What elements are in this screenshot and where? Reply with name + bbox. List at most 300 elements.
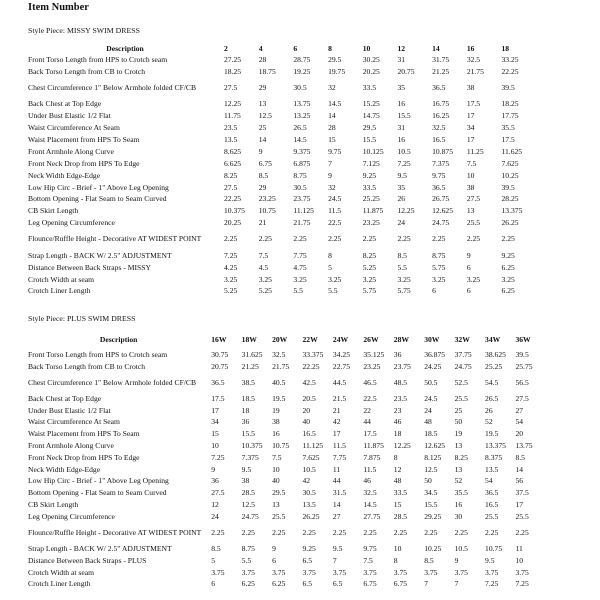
header-row (27, 43, 535, 54)
measurement-value: 9 (454, 555, 459, 565)
measurement-description: Back Chest at Top Edge (28, 99, 102, 109)
measurement-description: Crotch Width at seam (28, 567, 94, 577)
measurement-value: 6 (432, 286, 436, 296)
measurement-value: 26.25 (501, 218, 519, 228)
measurement-value: 17.5 (501, 135, 515, 144)
measurement-value: 9.25 (362, 170, 377, 180)
measurement-value: 21.25 (241, 361, 259, 371)
measurement-value: 31 (397, 123, 406, 133)
measurement-value: 12 (393, 464, 402, 474)
size-header: 14 (432, 43, 440, 53)
measurement-value: 24 (424, 405, 432, 415)
measurement-value: 24.75 (454, 361, 472, 371)
measurement-value: 16.5 (302, 429, 316, 439)
table-row (27, 274, 535, 286)
measurement-value: 13 (454, 441, 463, 451)
measurement-value: 5.5 (241, 555, 252, 565)
size-header: 4 (258, 43, 263, 53)
measurement-value: 3.75 (272, 567, 286, 577)
measurement-value: 36.5 (432, 182, 446, 192)
table-row (27, 194, 535, 206)
measurement-value: 3.25 (224, 274, 238, 284)
measurement-value: 11.5 (363, 464, 377, 474)
measurement-value: 36 (393, 349, 402, 359)
measurement-value: 39.5 (515, 349, 529, 359)
table-row (27, 567, 545, 579)
measurement-description: Front Armhole Along Curve (28, 441, 114, 451)
measurement-value: 2.25 (485, 527, 499, 537)
measurement-value: 7.125 (362, 158, 380, 168)
measurement-value: 12.25 (224, 99, 242, 109)
measurement-value: 11.625 (501, 146, 523, 156)
measurement-value: 23.5 (224, 123, 238, 133)
measurement-value: 10 (211, 441, 219, 451)
measurement-description: Distance Between Back Straps - MISSY (28, 262, 151, 272)
measurement-value: 12.625 (432, 206, 454, 216)
measurement-value: 26 (485, 405, 493, 415)
measurement-value: 15 (328, 135, 336, 144)
measurement-value: 54 (515, 417, 524, 427)
header-row (27, 330, 545, 349)
measurement-description: Flounce/Ruffle Height - Decorative AT WIDEST POINT (28, 527, 202, 537)
measurement-value: 10.5 (302, 464, 316, 474)
measurement-value: 22 (363, 405, 371, 415)
measurement-value: 8.375 (485, 452, 503, 462)
measurement-value: 10.5 (454, 544, 468, 554)
size-header: 18W (241, 334, 257, 344)
measurement-value: 40 (302, 417, 311, 427)
measurement-value: 3.25 (501, 274, 515, 284)
measurement-value: 13.375 (501, 206, 523, 216)
measurement-value: 16.25 (432, 111, 450, 121)
measurement-value: 2.25 (362, 234, 377, 244)
measurement-value: 35 (397, 83, 406, 93)
table-row (27, 499, 545, 511)
measurement-value: 20.5 (302, 393, 316, 403)
measurement-value: 12.25 (397, 206, 415, 216)
measurement-value: 4.25 (224, 262, 238, 272)
measurement-value: 34 (466, 123, 475, 133)
measurement-value: 15.25 (362, 99, 380, 109)
measurement-value: 2.25 (432, 234, 446, 244)
measurement-value: 5.25 (258, 286, 272, 296)
measurement-value: 34 (211, 417, 219, 427)
measurement-value: 18 (393, 429, 402, 439)
table-row (27, 452, 545, 464)
measurement-value: 23.75 (293, 194, 311, 204)
measurement-value: 6.625 (224, 158, 242, 168)
measurement-value: 21 (332, 405, 341, 415)
measurement-value: 8.5 (397, 250, 407, 260)
measurement-value: 38 (466, 83, 475, 93)
measurement-value: 11 (515, 544, 523, 554)
table-row (27, 122, 535, 134)
table-row (27, 417, 545, 429)
measurement-value: 39.5 (501, 182, 515, 192)
measurement-value: 6.5 (302, 579, 312, 589)
measurement-value: 21.75 (293, 218, 311, 228)
measurement-value: 25.75 (515, 361, 533, 371)
measurement-value: 2.25 (454, 527, 468, 537)
measurement-value: 9.375 (293, 146, 311, 156)
table-row (27, 543, 545, 555)
measurement-value: 8.125 (424, 452, 442, 462)
measurement-description: Waist Placement from HPS To Seam (28, 135, 140, 144)
measurement-value: 27.25 (224, 54, 242, 64)
measurement-value: 26.25 (302, 511, 320, 521)
measurement-value: 46.5 (363, 377, 377, 387)
measurement-value: 2.25 (328, 234, 342, 244)
measurement-value: 3.25 (258, 274, 272, 284)
measurement-description: Chest Circumference 1" Below Armhole folded CF/CB (28, 83, 197, 93)
measurement-value: 30.5 (293, 182, 307, 192)
measurement-value: 38 (466, 182, 475, 192)
table-row (27, 134, 535, 146)
measurement-description: Distance Between Back Straps - PLUS (28, 555, 147, 565)
table-row (27, 440, 545, 452)
measurement-value: 25.5 (485, 511, 499, 521)
measurement-value: 5.25 (362, 262, 377, 272)
measurement-value: 46 (363, 476, 371, 486)
measurement-value: 10.75 (485, 544, 503, 554)
measurement-value: 33.5 (362, 182, 377, 192)
measurement-value: 23.25 (362, 218, 380, 228)
description-header: Description (106, 43, 144, 53)
measurement-value: 6.75 (393, 579, 408, 589)
measurement-value: 25.5 (466, 218, 481, 228)
measurement-description: Front Neck Drop from HPS To Edge (28, 158, 140, 168)
measurement-value: 6 (466, 286, 471, 296)
measurement-value: 23.25 (363, 361, 381, 371)
measurement-description: Bottom Opening - Flat Seam to Seam Curved (28, 194, 167, 204)
measurement-description: Strap Length - BACK W/ 2.5" ADJUSTMENT (28, 544, 172, 554)
measurement-value: 25.25 (485, 361, 503, 371)
measurement-value: 34.5 (424, 488, 438, 498)
measurement-value: 8 (393, 555, 398, 565)
measurement-value: 27.5 (466, 194, 481, 204)
measurement-value: 24.5 (328, 194, 342, 204)
measurement-value: 17 (466, 111, 475, 121)
measurement-value: 29 (258, 182, 267, 192)
measurement-value: 22.5 (328, 218, 342, 228)
measurement-description: Leg Opening Circumference (28, 218, 115, 228)
size-header: 32W (454, 334, 470, 344)
measurement-description: Flounce/Ruffle Height - Decorative AT WIDEST POINT (28, 234, 202, 244)
measurement-value: 33.25 (501, 54, 519, 64)
measurement-value: 11.875 (363, 441, 384, 451)
measurement-value: 40.5 (272, 377, 286, 387)
measurement-value: 29.5 (362, 123, 377, 133)
size-header: 6 (293, 43, 298, 53)
measurement-value: 27 (515, 405, 524, 415)
measurement-value: 22.25 (302, 361, 320, 371)
measurement-value: 3.25 (466, 274, 481, 284)
measurement-value: 33.5 (362, 83, 377, 93)
measurement-value: 44.5 (332, 377, 347, 387)
measurement-description: Low Hip Circ - Brief - 1" Above Leg Opening (28, 182, 169, 192)
measurement-value: 3.25 (432, 274, 446, 284)
measurement-description: Low Hip Circ - Brief - 1" Above Leg Opening (28, 476, 169, 486)
measurement-value: 17 (515, 500, 524, 510)
measurement-value: 35 (397, 182, 406, 192)
measurement-value: 24.75 (432, 218, 450, 228)
measurement-value: 7 (454, 579, 459, 589)
measurement-value: 32.5 (432, 123, 446, 133)
measurement-value: 26.5 (485, 393, 499, 403)
measurement-value: 9 (466, 250, 471, 260)
measurement-value: 14 (258, 135, 267, 144)
measurement-value: 12.5 (241, 500, 255, 510)
measurement-value: 21.25 (432, 66, 450, 76)
measurement-value: 35.5 (501, 123, 515, 133)
style-piece-missy: Style Piece: MISSY SWIM DRESS (28, 26, 140, 35)
measurement-value: 2.25 (515, 527, 529, 537)
measurement-value: 30.5 (302, 488, 316, 498)
measurement-description: Leg Opening Circumference (28, 511, 115, 521)
measurement-description: Neck Width Edge-Edge (28, 170, 101, 180)
measurement-value: 10.375 (224, 206, 245, 216)
measurement-value: 5.25 (224, 286, 238, 296)
measurement-value: 42 (302, 476, 311, 486)
measurement-value: 7.5 (258, 250, 269, 260)
measurement-value: 37.5 (515, 488, 529, 498)
measurement-value: 36 (211, 476, 219, 486)
measurement-value: 18.5 (241, 393, 255, 403)
measurement-description: Front Armhole Along Curve (28, 146, 114, 156)
measurement-value: 31.75 (432, 54, 450, 64)
measurement-value: 20.75 (211, 361, 229, 371)
description-header: Description (99, 334, 138, 344)
measurement-value: 15.5 (397, 111, 411, 121)
measurement-value: 2.25 (466, 234, 481, 244)
measurement-value: 10.375 (241, 441, 263, 451)
measurement-value: 14.5 (293, 135, 307, 144)
measurement-value: 28.75 (293, 54, 311, 64)
measurement-value: 7.875 (363, 452, 381, 462)
measurement-value: 32.5 (272, 349, 286, 359)
table-row (27, 66, 535, 78)
measurement-value: 7 (332, 555, 337, 565)
measurement-value: 9.75 (363, 544, 377, 554)
measurement-value: 14.5 (363, 500, 377, 510)
measurement-value: 7.75 (293, 250, 307, 260)
measurement-value: 14.75 (362, 111, 380, 121)
measurement-value: 13.5 (485, 464, 499, 474)
measurement-value: 30.75 (211, 349, 229, 359)
missy-spec-table (27, 43, 535, 297)
measurement-value: 3.75 (332, 567, 347, 577)
table-row (27, 110, 535, 122)
measurement-description: Back Torso Length from CB to Crotch (28, 66, 146, 76)
measurement-value: 27.5 (515, 393, 529, 403)
measurement-value: 9.5 (241, 464, 252, 474)
measurement-value: 36.875 (424, 349, 446, 359)
measurement-value: 33.5 (393, 488, 408, 498)
measurement-value: 36.5 (432, 83, 446, 93)
size-header: 18 (501, 43, 510, 53)
measurement-value: 11.5 (332, 441, 346, 451)
measurement-description: Crotch Width at seam (28, 274, 94, 284)
measurement-value: 2.25 (332, 527, 347, 537)
measurement-value: 44 (363, 417, 371, 427)
measurement-value: 36.5 (485, 488, 499, 498)
measurement-value: 39.5 (501, 83, 515, 93)
measurement-value: 7.25 (485, 579, 499, 589)
measurement-description: Back Torso Length from CB to Crotch (28, 361, 146, 371)
measurement-value: 16 (397, 135, 406, 144)
measurement-value: 12.5 (258, 111, 272, 121)
measurement-value: 13 (258, 99, 267, 109)
measurement-value: 11.125 (302, 441, 324, 451)
measurement-value: 14 (328, 111, 336, 121)
measurement-value: 17 (332, 429, 341, 439)
measurement-value: 9 (211, 464, 216, 474)
measurement-value: 5 (328, 262, 332, 272)
measurement-value: 36 (241, 417, 250, 427)
measurement-value: 12.5 (424, 464, 438, 474)
size-header: 2 (224, 43, 228, 53)
measurement-value: 38.625 (485, 349, 506, 359)
measurement-value: 2.25 (393, 527, 408, 537)
measurement-value: 14 (515, 464, 524, 474)
measurement-value: 8.5 (258, 170, 269, 180)
measurement-description: Under Bust Elastic 1/2 Flat (28, 111, 111, 121)
measurement-value: 31.625 (241, 349, 263, 359)
measurement-value: 19.5 (485, 429, 499, 439)
measurement-value: 21.75 (272, 361, 290, 371)
measurement-value: 24.75 (241, 511, 259, 521)
measurement-value: 7.25 (397, 158, 411, 168)
measurement-value: 7.375 (241, 452, 259, 462)
measurement-value: 2.25 (501, 234, 515, 244)
measurement-value: 3.75 (393, 567, 408, 577)
measurement-value: 25 (454, 405, 463, 415)
measurement-value: 28.5 (241, 488, 255, 498)
measurement-value: 6.25 (501, 286, 515, 296)
measurement-value: 17 (466, 135, 475, 144)
measurement-value: 3.25 (397, 274, 411, 284)
measurement-value: 28 (258, 54, 267, 64)
measurement-value: 14 (332, 500, 341, 510)
measurement-value: 15.5 (241, 429, 255, 439)
measurement-value: 17.5 (211, 393, 225, 403)
table-row (27, 158, 535, 170)
table-row (27, 361, 545, 373)
measurement-value: 2.25 (293, 234, 307, 244)
measurement-value: 9.75 (328, 146, 342, 156)
measurement-value: 3.75 (211, 567, 225, 577)
table-row (27, 405, 545, 417)
measurement-value: 13.75 (293, 99, 311, 109)
measurement-description: Crotch Liner Length (28, 286, 91, 296)
measurement-value: 6.5 (302, 555, 312, 565)
measurement-value: 38 (272, 417, 280, 427)
measurement-value: 54 (485, 476, 493, 486)
style-piece-plus: Style Piece: PLUS SWIM DRESS (28, 314, 136, 323)
measurement-value: 32 (328, 83, 336, 93)
measurement-value: 5.75 (432, 262, 446, 272)
measurement-value: 7.25 (515, 579, 529, 589)
measurement-value: 5.75 (362, 286, 377, 296)
measurement-value: 2.25 (258, 234, 272, 244)
measurement-value: 5 (211, 555, 216, 565)
measurement-description: Front Torso Length from HPS to Crotch seam (28, 54, 168, 64)
measurement-value: 24 (211, 511, 219, 521)
measurement-value: 2.25 (363, 527, 377, 537)
measurement-value: 21.75 (466, 66, 484, 76)
measurement-value: 31.5 (332, 488, 347, 498)
measurement-value: 23.75 (393, 361, 411, 371)
measurement-value: 54.5 (485, 377, 499, 387)
size-header: 36W (515, 334, 531, 344)
measurement-value: 6.75 (363, 579, 377, 589)
measurement-value: 7.25 (224, 250, 238, 260)
measurement-value: 27.5 (224, 83, 238, 93)
measurement-value: 15 (393, 500, 402, 510)
table-row (27, 54, 535, 66)
measurement-value: 8.25 (224, 170, 238, 180)
measurement-value: 35.5 (454, 488, 468, 498)
measurement-value: 16 (397, 99, 406, 109)
table-row (27, 182, 535, 194)
measurement-value: 3.75 (485, 567, 499, 577)
measurement-value: 6 (211, 579, 216, 589)
size-header: 24W (332, 334, 349, 344)
measurement-value: 2.25 (241, 527, 255, 537)
measurement-value: 11.875 (362, 206, 384, 216)
measurement-value: 13.75 (515, 441, 533, 451)
measurement-value: 29.25 (424, 511, 442, 521)
measurement-value: 13.375 (485, 441, 506, 451)
measurement-value: 7.5 (272, 452, 282, 462)
measurement-value: 3.25 (328, 274, 342, 284)
measurement-value: 20.75 (397, 66, 415, 76)
measurement-value: 9.25 (302, 544, 316, 554)
measurement-value: 17.5 (466, 99, 481, 109)
measurement-value: 25.5 (272, 511, 286, 521)
measurement-value: 5.5 (397, 262, 407, 272)
measurement-value: 48 (393, 476, 402, 486)
measurement-value: 44 (332, 476, 341, 486)
measurement-value: 19.25 (293, 66, 311, 76)
measurement-value: 16 (454, 500, 463, 510)
measurement-value: 32 (328, 182, 336, 192)
measurement-value: 8.625 (224, 146, 242, 156)
table-row (27, 523, 545, 543)
measurement-description: Under Bust Elastic 1/2 Flat (28, 405, 111, 415)
measurement-value: 10 (466, 170, 475, 180)
measurement-value: 38.5 (241, 377, 255, 387)
measurement-value: 2.25 (302, 527, 316, 537)
measurement-value: 17.75 (501, 111, 519, 121)
measurement-value: 29.5 (328, 54, 342, 64)
table-row (27, 170, 535, 182)
size-header: 16 (466, 43, 475, 53)
measurement-value: 7.25 (211, 452, 225, 462)
measurement-value: 10.25 (424, 544, 442, 554)
measurement-description: Strap Length - BACK W/ 2.5" ADJUSTMENT (28, 250, 172, 260)
measurement-value: 21 (258, 218, 267, 228)
measurement-value: 10.5 (397, 146, 411, 156)
size-header: 8 (328, 43, 332, 53)
measurement-value: 28.25 (501, 194, 519, 204)
table-row (27, 78, 535, 99)
measurement-value: 8.75 (241, 544, 255, 554)
measurement-value: 24.25 (424, 361, 442, 371)
measurement-value: 16.5 (485, 500, 499, 510)
measurement-value: 20.25 (224, 218, 242, 228)
measurement-value: 2.25 (272, 527, 286, 537)
